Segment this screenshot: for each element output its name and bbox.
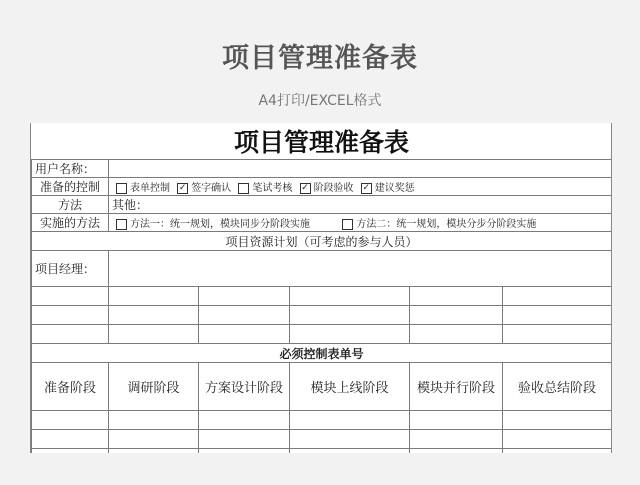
table-cell[interactable] xyxy=(199,287,290,306)
checkbox-checked-icon[interactable]: ✓ xyxy=(301,183,309,193)
table-cell[interactable] xyxy=(199,449,290,454)
table-cell[interactable] xyxy=(109,306,199,325)
table-cell[interactable] xyxy=(410,449,503,454)
resource-plan-header: 项目资源计划（可考虑的参与人员） xyxy=(32,232,612,251)
table-cell[interactable] xyxy=(410,430,503,449)
table-cell[interactable] xyxy=(109,449,199,454)
table-cell[interactable] xyxy=(503,449,612,454)
checkbox-icon[interactable] xyxy=(342,219,353,230)
table-cell[interactable] xyxy=(32,449,109,454)
table-cell[interactable] xyxy=(32,287,109,306)
checkbox-icon[interactable] xyxy=(116,219,127,230)
table-cell[interactable] xyxy=(199,411,290,430)
checkbox-icon[interactable] xyxy=(238,183,249,194)
other-field[interactable] xyxy=(109,196,612,214)
control-method-label: 准备的控制 xyxy=(32,178,109,196)
table-cell[interactable] xyxy=(109,411,199,430)
table-cell[interactable] xyxy=(199,430,290,449)
table-cell[interactable] xyxy=(199,306,290,325)
stage-parallel: 模块并行阶段 xyxy=(410,363,503,411)
table-cell[interactable] xyxy=(503,411,612,430)
table-cell[interactable] xyxy=(199,325,290,344)
resource-row xyxy=(32,306,612,325)
checkbox-checked-icon[interactable]: ✓ xyxy=(362,183,371,193)
control-option-stage-acceptance[interactable]: ✓ 阶段验收 xyxy=(301,183,354,194)
form-sheet xyxy=(30,123,612,453)
resource-row xyxy=(32,325,612,344)
table-cell[interactable] xyxy=(32,430,109,449)
table-cell[interactable] xyxy=(503,430,612,449)
stage-row xyxy=(32,411,612,430)
table-cell[interactable] xyxy=(410,325,503,344)
table-cell[interactable] xyxy=(410,411,503,430)
table-cell[interactable] xyxy=(290,430,410,449)
other-label: 其他： xyxy=(112,198,149,212)
page-title: 项目管理准备表 xyxy=(222,43,418,74)
table-cell[interactable] xyxy=(290,287,410,306)
table-cell[interactable] xyxy=(290,411,410,430)
stage-row xyxy=(32,430,612,449)
checkbox-icon[interactable] xyxy=(116,183,127,194)
impl-option-2[interactable]: 方法二：统一规划，模块分步分阶段实施 xyxy=(338,219,536,230)
page-subtitle: A4打印/EXCEL格式 xyxy=(258,93,382,109)
table-cell[interactable] xyxy=(32,325,109,344)
impl-options xyxy=(109,214,612,232)
control-option-form[interactable]: 表单控制 xyxy=(112,183,170,194)
stage-design: 方案设计阶段 xyxy=(199,363,290,411)
stage-row xyxy=(32,449,612,454)
impl-method-label: 实施的方法 xyxy=(32,214,109,232)
table-cell[interactable] xyxy=(32,411,109,430)
table-cell[interactable] xyxy=(109,325,199,344)
table-cell[interactable] xyxy=(32,306,109,325)
control-options xyxy=(109,178,612,196)
resource-row xyxy=(32,287,612,306)
project-manager-label: 项目经理： xyxy=(32,251,109,287)
table-cell[interactable] xyxy=(410,306,503,325)
table-cell[interactable] xyxy=(109,287,199,306)
table-cell[interactable] xyxy=(503,325,612,344)
user-name-field[interactable] xyxy=(109,160,612,178)
table-cell[interactable] xyxy=(290,325,410,344)
table-cell[interactable] xyxy=(290,449,410,454)
stage-header-row xyxy=(32,363,612,411)
table-cell[interactable] xyxy=(410,287,503,306)
form-table xyxy=(31,123,612,453)
project-manager-field[interactable] xyxy=(109,251,612,287)
table-cell[interactable] xyxy=(290,306,410,325)
checkbox-checked-icon[interactable]: ✓ xyxy=(178,183,187,193)
stage-launch: 模块上线阶段 xyxy=(290,363,410,411)
table-cell[interactable] xyxy=(503,287,612,306)
form-title: 项目管理准备表 xyxy=(234,128,410,157)
table-cell[interactable] xyxy=(503,306,612,325)
table-cell[interactable] xyxy=(109,430,199,449)
stage-research: 调研阶段 xyxy=(109,363,199,411)
control-option-reward[interactable]: ✓ 建议奖惩 xyxy=(362,183,415,194)
control-method-label-2: 方法 xyxy=(32,196,109,214)
control-option-signature[interactable]: ✓ 签字确认 xyxy=(178,183,232,194)
impl-option-1[interactable]: 方法一：统一规划，模块同步分阶段实施 xyxy=(112,219,310,230)
stage-acceptance: 验收总结阶段 xyxy=(503,363,612,411)
control-option-exam[interactable]: 笔试考核 xyxy=(234,183,292,194)
user-name-label: 用户名称： xyxy=(32,160,109,178)
stage-prep: 准备阶段 xyxy=(32,363,109,411)
control-form-header: 必须控制表单号 xyxy=(32,344,612,363)
